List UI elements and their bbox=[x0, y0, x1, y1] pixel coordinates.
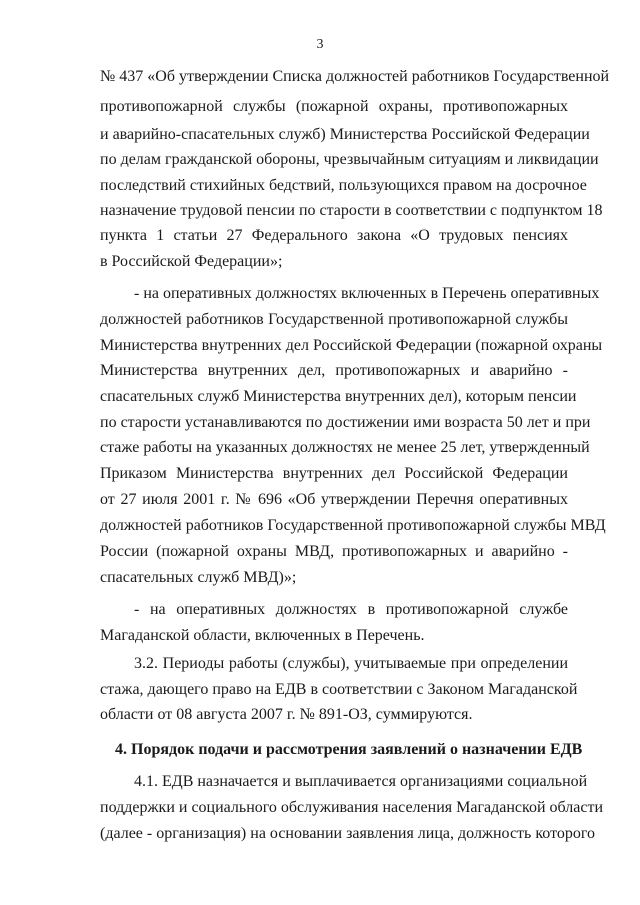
text-line: Приказом Министерства внутренних дел Российской Федерации bbox=[100, 465, 568, 482]
text-line: Министерства внутренних дел Российской Федерации (пожарной охраны bbox=[100, 337, 603, 354]
text-line: по старости устанавливаются по достижении ими возраста 50 лет и при bbox=[100, 414, 591, 431]
text-line: Магаданской области, включенных в Перечень. bbox=[100, 627, 425, 644]
text-line: спасательных служб Министерства внутренних дел), которым пенсии bbox=[100, 388, 577, 405]
text-line: от 27 июля 2001 г. № 696 «Об утверждении Перечня оперативных bbox=[100, 491, 568, 508]
text-line: и аварийно-спасательных служб) Министерства Российской Федерации bbox=[100, 126, 590, 143]
text-line: Министерства внутренних дел, противопожарных и аварийно - bbox=[100, 362, 568, 379]
text-line: последствий стихийных бедствий, пользующихся правом на досрочное bbox=[100, 177, 587, 194]
text-line: № 437 «Об утверждении Списка должностей работников Государственной bbox=[100, 68, 610, 85]
text-line: должностей работников Государственной противопожарной службы МВД bbox=[100, 517, 606, 534]
text-line: - на оперативных должностях в противопожарной службе bbox=[134, 601, 568, 618]
text-line: назначение трудовой пенсии по старости в соответствии с подпунктом 18 bbox=[100, 202, 603, 219]
text-line: стажа, дающего право на ЕДВ в соответствии с Законом Магаданской bbox=[100, 681, 578, 698]
text-line: должностей работников Государственной противопожарной службы bbox=[100, 311, 568, 328]
text-line: - на оперативных должностях включенных в Перечень оперативных bbox=[134, 285, 600, 302]
text-line: России (пожарной охраны МВД, противопожарных и аварийно - bbox=[100, 543, 568, 560]
page-number: 3 bbox=[316, 37, 324, 52]
text-line: спасательных служб МВД)»; bbox=[100, 569, 297, 586]
text-line: поддержки и социального обслуживания населения Магаданской области bbox=[100, 799, 604, 816]
text-line: 3.2. Периоды работы (службы), учитываемые при определении bbox=[134, 655, 568, 672]
text-line: (далее - организация) на основании заявления лица, должность которого bbox=[100, 825, 596, 842]
text-line: области от 08 августа 2007 г. № 891-ОЗ, суммируются. bbox=[100, 706, 473, 723]
text-line: противопожарной службы (пожарной охраны, противопожарных bbox=[100, 98, 568, 115]
text-line: в Российской Федерации»; bbox=[100, 253, 283, 270]
text-line: 4.1. ЕДВ назначается и выплачивается организациями социальной bbox=[134, 773, 588, 790]
section-heading: 4. Порядок подачи и рассмотрения заявлений о назначении ЕДВ bbox=[115, 741, 583, 758]
text-line: по делам гражданской обороны, чрезвычайным ситуациям и ликвидации bbox=[100, 151, 599, 168]
text-line: пункта 1 статьи 27 Федерального закона «О трудовых пенсиях bbox=[100, 227, 568, 244]
text-line: стаже работы на указанных должностях не менее 25 лет, утвержденный bbox=[100, 439, 590, 456]
